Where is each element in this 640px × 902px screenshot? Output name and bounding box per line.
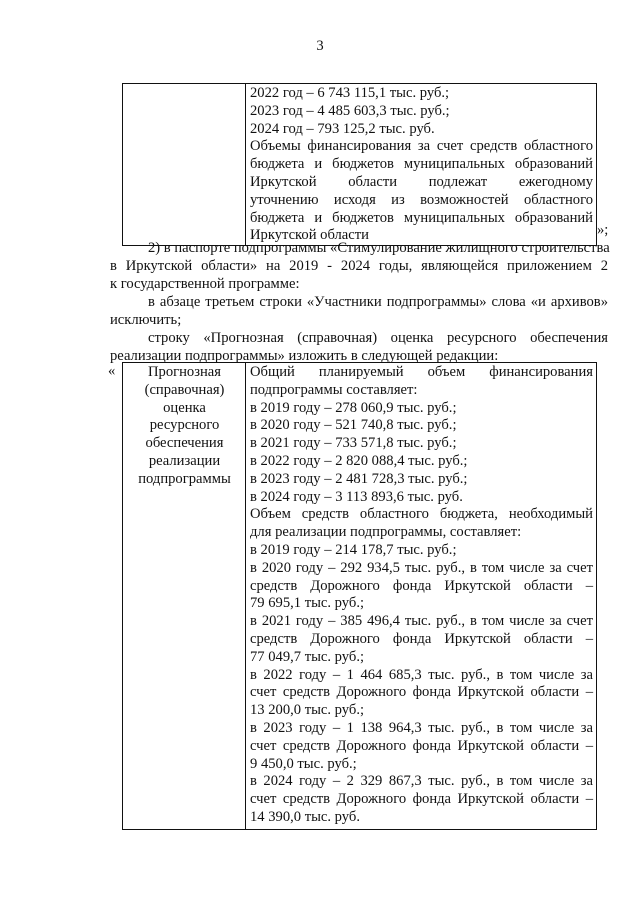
funding-line: для реализации подпрограммы, составляет: (250, 524, 522, 541)
funding-line: в 2019 году – 278 060,9 тыс. руб.; (250, 399, 457, 416)
funding-line: в 2020 году – 521 740,8 тыс. руб.; (250, 417, 457, 434)
funding-line: в 2021 году – 733 571,8 тыс. руб.; (250, 435, 457, 452)
funding-line: средств Дорожного фонда Иркутской области – (250, 630, 593, 647)
funding-line: Объем средств областного бюджета, необходимый (250, 506, 593, 523)
heading-line: Прогнозная (148, 364, 221, 380)
funding-line: в 2019 году – 214 178,7 тыс. руб.; (250, 541, 457, 558)
table1-line: 2023 год – 4 485 603,3 тыс. руб.; (250, 102, 450, 119)
funding-line: в 2023 году – 2 481 728,3 тыс. руб.; (250, 470, 468, 487)
opening-quote: « (108, 363, 116, 379)
closing-quote: »; (597, 222, 609, 238)
heading-line: реализации (148, 452, 221, 469)
paragraph-subprogram-passport (110, 240, 608, 293)
paragraph-line: в абзаце третьем строки «Участники подпрограммы» слова «и архивов» (148, 294, 608, 310)
page-number: 3 (316, 38, 324, 54)
funding-line: счет средств Дорожного фонда Иркутской области – (250, 737, 593, 754)
forecast-funding-table (122, 362, 597, 830)
table1-left-cell (123, 84, 246, 246)
paragraph-participants (110, 294, 608, 330)
paragraph-line: в Иркутской области» на 2019 - 2024 годы, являющейся приложением 2 (110, 257, 608, 274)
paragraph-line: реализации подпрограммы» изложить в следующей редакции: (110, 347, 499, 364)
funding-line: 13 200,0 тыс. руб.; (250, 702, 365, 719)
funding-line: счет средств Дорожного фонда Иркутской области – (250, 791, 593, 808)
table1-note-line: Объемы финансирования за счет средств областного (250, 138, 593, 155)
funding-line: Общий планируемый объем финансирования (250, 364, 593, 380)
paragraph-forecast-row (110, 330, 608, 366)
heading-line: подпрограммы (138, 470, 231, 487)
table1-right-cell (246, 84, 597, 246)
table1-note-line: Иркутской области подлежат ежегодному (250, 173, 593, 190)
heading-line: обеспечения (145, 435, 224, 452)
funding-line: в 2022 году – 2 820 088,4 тыс. руб.; (250, 452, 468, 469)
table1-note-line: бюджета и бюджетов муниципальных образований (250, 209, 593, 226)
paragraph-line: 2) в паспорте подпрограммы «Стимулирование жилищного строительства (148, 240, 610, 256)
table2-heading-cell (123, 363, 246, 830)
funding-line: счет средств Дорожного фонда Иркутской области – (250, 684, 593, 701)
paragraph-line: строку «Прогнозная (справочная) оценка ресурсного обеспечения (148, 330, 608, 346)
table1-note-line: Иркутской области (250, 227, 369, 244)
table1-note-line: бюджета и бюджетов муниципальных образований (250, 156, 593, 173)
table2-content-cell (246, 363, 597, 830)
funding-line: средств Дорожного фонда Иркутской области – (250, 577, 593, 594)
funding-line: в 2024 году – 2 329 867,3 тыс. руб., в том числе за (250, 773, 593, 790)
table1-note-line: уточнению исходя из возможностей областного (250, 191, 593, 208)
funding-line: подпрограммы составляет: (250, 381, 418, 398)
paragraph-line: к государственной программе: (110, 275, 300, 292)
funding-line: 79 695,1 тыс. руб.; (250, 595, 365, 612)
heading-line: ресурсного (149, 417, 220, 434)
funding-line: в 2023 году – 1 138 964,3 тыс. руб., в том числе за (250, 719, 593, 736)
table1-line: 2024 год – 793 125,2 тыс. руб. (250, 120, 435, 137)
table1-line: 2022 год – 6 743 115,1 тыс. руб.; (250, 85, 450, 101)
funding-line: 77 049,7 тыс. руб.; (250, 648, 365, 665)
heading-line: (справочная) (144, 381, 225, 398)
funding-line: в 2022 году – 1 464 685,3 тыс. руб., в том числе за (250, 666, 593, 683)
paragraph-line: исключить; (110, 311, 182, 328)
funding-table-continued (122, 83, 597, 246)
funding-line: 9 450,0 тыс. руб.; (250, 755, 357, 772)
funding-line: в 2024 году – 3 113 893,6 тыс. руб. (250, 488, 463, 505)
heading-line: оценка (163, 399, 206, 416)
funding-line: в 2020 году – 292 934,5 тыс. руб., в том числе за счет (250, 559, 593, 576)
funding-line: в 2021 году – 385 496,4 тыс. руб., в том числе за счет (250, 613, 593, 630)
funding-line: 14 390,0 тыс. руб. (250, 808, 360, 825)
